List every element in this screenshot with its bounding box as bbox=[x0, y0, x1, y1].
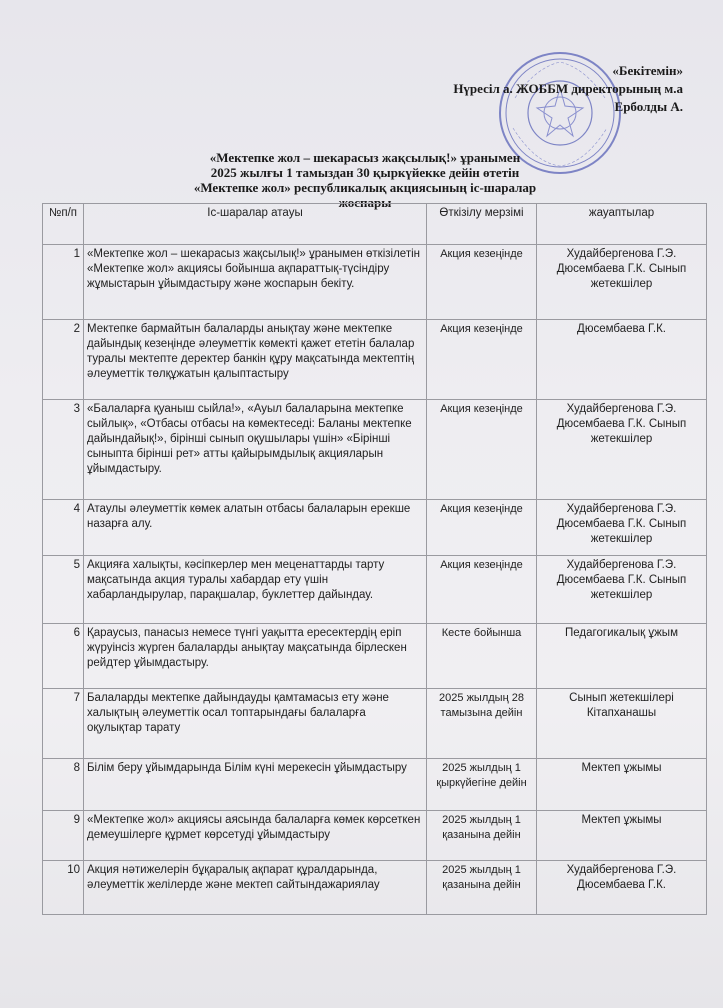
row-event-name: Білім беру ұйымдарында Білім күні мерекесін ұйымдастыру bbox=[84, 759, 427, 811]
title-line-4: жоспары bbox=[338, 195, 392, 210]
row-term: Кесте бойынша bbox=[427, 624, 537, 689]
row-event-name: Мектепке бармайтын балаларды анықтау және мектепке дайындық кезеңінде әлеуметтік көмекті қажет ететін балалар туралы мектепте деректер банкін құру мақсатында мектептің әлеуметтік төлқұжатын қалыптастыру bbox=[84, 320, 427, 400]
row-term: 2025 жылдың 1 қыркүйегіне дейін bbox=[427, 759, 537, 811]
row-number: 8 bbox=[43, 759, 84, 811]
row-event-name: Атаулы әлеуметтік көмек алатын отбасы балаларын ерекше назарға алу. bbox=[84, 500, 427, 556]
approval-heading: «Бекітемін» bbox=[612, 63, 683, 78]
row-term: Акция кезеңінде bbox=[427, 400, 537, 500]
title-line-2: 2025 жылғы 1 тамыздан 30 қыркүйекке дейін өтетін bbox=[210, 165, 520, 180]
row-responsible: Мектеп ұжымы bbox=[537, 811, 707, 861]
table-row bbox=[43, 759, 707, 811]
table-row bbox=[43, 861, 707, 915]
header-term: Өткізілу мерзімі bbox=[427, 204, 537, 245]
row-event-name: Қараусыз, панасыз немесе түнгі уақытта ересектердің еріп жүруінсіз жүрген балаларды анықтау мақсатында бірлескен рейдтер ұйымдастыру. bbox=[84, 624, 427, 689]
table-row bbox=[43, 689, 707, 759]
row-term: 2025 жылдың 28 тамызына дейін bbox=[427, 689, 537, 759]
table-row bbox=[43, 320, 707, 400]
row-term: Акция кезеңінде bbox=[427, 245, 537, 320]
row-event-name: «Балаларға қуаныш сыйла!», «Ауыл балаларына мектепке сыйлық», «Отбасы отбасы на көмектеседі: Баланы мектепке дайындайық!», бірінші сынып оқушылары үшін» «Бірінші сыныпта бірінші рет» атты қайырымдылық акцияларын ұйымдастыру. bbox=[84, 400, 427, 500]
row-number: 9 bbox=[43, 811, 84, 861]
row-event-name: «Мектепке жол» акциясы аясында балаларға көмек көрсеткен демеушілерге құрмет көрсетуді ұйымдастыру bbox=[84, 811, 427, 861]
row-term: Акция кезеңінде bbox=[427, 500, 537, 556]
row-number: 2 bbox=[43, 320, 84, 400]
header-event-name: Іс-шаралар атауы bbox=[84, 204, 427, 245]
row-responsible: Педагогикалық ұжым bbox=[537, 624, 707, 689]
row-number: 6 bbox=[43, 624, 84, 689]
approval-block bbox=[453, 62, 683, 116]
table-row bbox=[43, 811, 707, 861]
header-responsible: жауаптылар bbox=[537, 204, 707, 245]
row-number: 3 bbox=[43, 400, 84, 500]
row-responsible: Сынып жетекшілері Кітапханашы bbox=[537, 689, 707, 759]
row-number: 4 bbox=[43, 500, 84, 556]
row-number: 1 bbox=[43, 245, 84, 320]
title-line-1: «Мектепке жол – шекарасыз жақсылық!» ұранымен bbox=[209, 150, 521, 165]
row-responsible: Мектеп ұжымы bbox=[537, 759, 707, 811]
row-responsible: Худайбергенова Г.Э. Дюсембаева Г.К. Сынып жетекшілер bbox=[537, 556, 707, 624]
document-title bbox=[110, 150, 620, 210]
row-number: 7 bbox=[43, 689, 84, 759]
row-responsible: Худайбергенова Г.Э. Дюсембаева Г.К. Сынып жетекшілер bbox=[537, 400, 707, 500]
row-event-name: «Мектепке жол – шекарасыз жақсылық!» ұранымен өткізілетін «Мектепке жол» акциясы бойынша ақпараттық-түсіндіру жұмыстарын ұйымдастыру және жоспарын бекіту. bbox=[84, 245, 427, 320]
header-number: №п/п bbox=[43, 204, 84, 245]
row-event-name: Акцияға халықты, кәсіпкерлер мен меценаттарды тарту мақсатында акция туралы хабардар ету үшін хабарландырулар, парақшалар, буклеттер дайындау. bbox=[84, 556, 427, 624]
table-row bbox=[43, 245, 707, 320]
row-term: 2025 жылдың 1 қазанына дейін bbox=[427, 861, 537, 915]
approval-signatory: Ерболды А. bbox=[614, 99, 683, 114]
row-responsible: Худайбергенова Г.Э. Дюсембаева Г.К. bbox=[537, 861, 707, 915]
table-row bbox=[43, 400, 707, 500]
table-header-row bbox=[43, 204, 707, 245]
approval-position: Нүресіл а. ЖОББМ директорының м.а bbox=[453, 81, 683, 96]
title-line-3: «Мектепке жол» республикалық акциясының іс-шаралар bbox=[193, 180, 537, 195]
row-responsible: Худайбергенова Г.Э. Дюсембаева Г.К. Сынып жетекшілер bbox=[537, 500, 707, 556]
row-responsible: Худайбергенова Г.Э. Дюсембаева Г.К. Сынып жетекшілер bbox=[537, 245, 707, 320]
row-term: Акция кезеңінде bbox=[427, 556, 537, 624]
events-plan-table bbox=[42, 203, 707, 915]
row-term: 2025 жылдың 1 қазанына дейін bbox=[427, 811, 537, 861]
table-row bbox=[43, 624, 707, 689]
row-number: 5 bbox=[43, 556, 84, 624]
row-number: 10 bbox=[43, 861, 84, 915]
table-row bbox=[43, 556, 707, 624]
row-event-name: Балаларды мектепке дайындауды қамтамасыз ету және халықтың әлеуметтік осал топтарындағы балаларға оқулықтар тарату bbox=[84, 689, 427, 759]
row-event-name: Акция нәтижелерін бұқаралық ақпарат құралдарында, әлеуметтік желілерде және мектеп сайтындажариялау bbox=[84, 861, 427, 915]
row-responsible: Дюсембаева Г.К. bbox=[537, 320, 707, 400]
table-row bbox=[43, 500, 707, 556]
row-term: Акция кезеңінде bbox=[427, 320, 537, 400]
